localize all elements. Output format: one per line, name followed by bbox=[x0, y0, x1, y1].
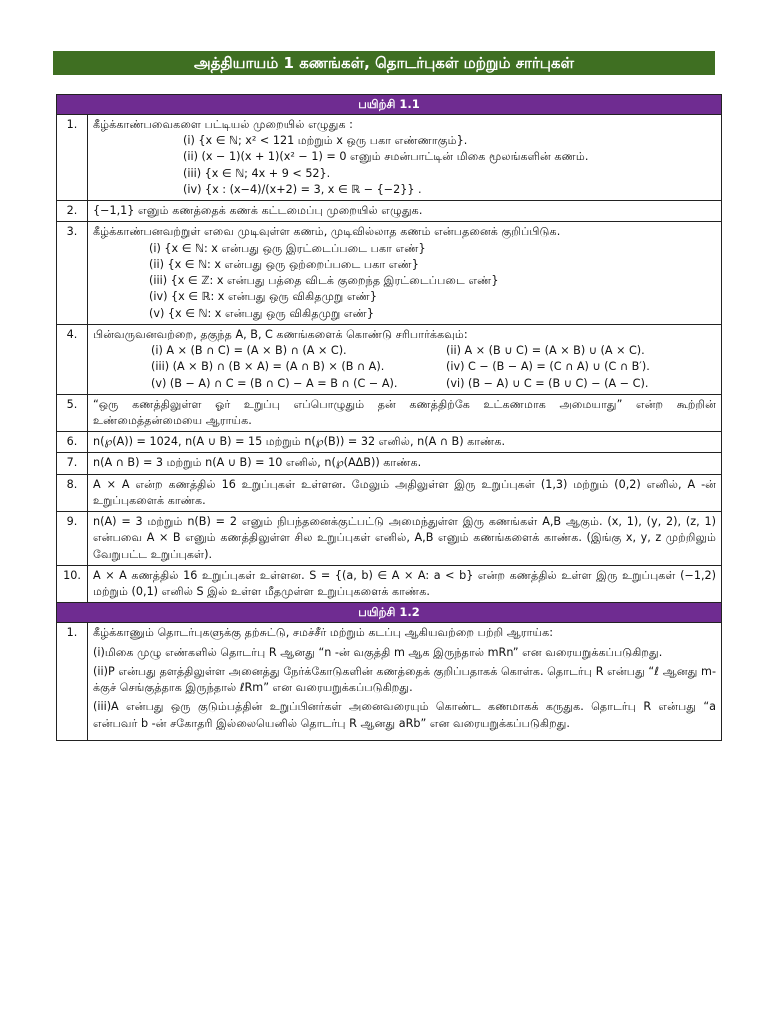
question-part: (v) {x ∈ ℕ: x என்பது ஒரு விகிதமுறு எண்} bbox=[149, 306, 375, 320]
question-text: கீழ்க்காணும் தொடர்புகளுக்கு தற்சுட்டு, சமச்சீர் மற்றும் கடப்பு ஆகியவற்றை பற்றி ஆராய்க: bbox=[93, 626, 554, 640]
section-header bbox=[57, 95, 722, 115]
table-row bbox=[57, 324, 722, 394]
question-number: 2. bbox=[57, 201, 88, 222]
question-part: (i) {x ∈ ℕ: x என்பது ஒரு இரட்டைப்படை பகா எண்} bbox=[149, 241, 426, 255]
section-title: பயிற்சி 1.2 bbox=[57, 603, 722, 623]
question-text: {−1,1} எனும் கணத்தைக் கணக் கட்டமைப்பு முறையில் எழுதுக. bbox=[88, 201, 722, 222]
question-number: 4. bbox=[57, 324, 88, 394]
question-part: (ii) A × (B ∪ C) = (A × B) ∪ (A × C). bbox=[446, 344, 645, 358]
question-part: (iv) {x : (x−4)/(x+2) = 3, x ∈ ℝ − {−2}} . bbox=[183, 182, 422, 196]
question-text: கீழ்க்காண்பவைகளை பட்டியல் முறையில் எழுதுக : bbox=[93, 118, 353, 131]
question-cell bbox=[88, 623, 722, 740]
question-text: கீழ்க்காண்பனவற்றுள் எவை முடிவுள்ள கணம், முடிவில்லாத கணம் என்பதனைக் குறிப்பிடுக. bbox=[93, 225, 561, 239]
table-row bbox=[57, 565, 722, 602]
section-header bbox=[57, 603, 722, 623]
table-row bbox=[57, 394, 722, 431]
question-text: n(A) = 3 மற்றும் n(B) = 2 எனும் நிபந்தனைக்குட்பட்டு அமைந்துள்ள இரு கணங்கள் A,B ஆகும். (x, 1), (y, 2), (z, 1) என்பவை A × B எனும் கணத்திலுள்ள சில உறுப்புகள் எனில், A,B எனும் கணங்களைக் காண்க. (இங்கு x, y, z முற்றிலும் வேறுபட்ட உறுப்புகள்). bbox=[88, 512, 722, 566]
table-row bbox=[57, 432, 722, 453]
question-part: (vi) (B − A) ∪ C = (B ∪ C) − (A − C). bbox=[446, 376, 649, 390]
question-text: n(A ∩ B) = 3 மற்றும் n(A ∪ B) = 10 எனில், n(℘(AΔB)) காண்க. bbox=[88, 453, 722, 474]
question-number: 5. bbox=[57, 394, 88, 431]
section-title: பயிற்சி 1.1 bbox=[57, 95, 722, 115]
question-text: “ஒரு கணத்திலுள்ள ஓர் உறுப்பு எப்பொழுதும் தன் கணத்திற்கே உட்கணமாக அமையாது” என்ற கூற்றின் உண்மைத்தன்மையை ஆராய்க. bbox=[88, 394, 722, 431]
question-number: 6. bbox=[57, 432, 88, 453]
question-part: (iv) C − (B − A) = (C ∩ A) ∪ (C ∩ B′). bbox=[446, 360, 650, 374]
table-row bbox=[57, 453, 722, 474]
question-number: 7. bbox=[57, 453, 88, 474]
question-part: (ii)P என்பது தளத்திலுள்ள அனைத்து நேர்க்கோடுகளின் கணத்தைக் குறிப்பதாகக் கொள்க. தொடர்பு R என்பது “ℓ ஆனது m-க்குச் செங்குத்தாக இருந்தால் ℓRm” என வரையறுக்கப்படுகிறது. bbox=[93, 664, 716, 695]
question-number: 8. bbox=[57, 474, 88, 511]
question-text: பின்வருவனவற்றை, தகுந்த A, B, C கணங்களைக் கொண்டு சரிபார்க்கவும்: bbox=[93, 327, 468, 341]
exercise-table bbox=[56, 94, 722, 741]
question-part: (iii) {x ∈ ℤ: x என்பது பத்தை விடக் குறைந்த இரட்டைப்படை எண்} bbox=[149, 274, 499, 288]
question-part: (iii) (A × B) ∩ (B × A) = (A ∩ B) × (B ∩ A). bbox=[151, 360, 385, 374]
question-number: 10. bbox=[57, 565, 88, 602]
question-part: (ii) {x ∈ ℕ: x என்பது ஒரு ஒற்றைப்படை பகா எண்} bbox=[149, 257, 419, 271]
question-part: (iii)A என்பது ஒரு குடும்பத்தின் உறுப்பினர்கள் அனைவரையும் கொண்ட கணமாகக் கருதுக. தொடர்பு R என்பது “a என்பவர் b -ன் சகோதரி இல்லையெனில் தொடர்பு R ஆனது aRb” என வரையறுக்கப்படுகிறது. bbox=[93, 700, 716, 730]
question-part: (v) (B − A) ∩ C = (B ∩ C) − A = B ∩ (C − A). bbox=[151, 376, 398, 390]
question-part: (iv) {x ∈ ℝ: x என்பது ஒரு விகிதமுறு எண்} bbox=[149, 290, 378, 304]
question-text: A × A என்ற கணத்தில் 16 உறுப்புகள் உள்ளன. மேலும் அதிலுள்ள இரு உறுப்புகள் (1,3) மற்றும் (0,2) எனில், A -ன் உறுப்புகளைக் காண்க. bbox=[88, 474, 722, 511]
table-row bbox=[57, 201, 722, 222]
identity-grid bbox=[93, 343, 716, 392]
question-cell bbox=[88, 222, 722, 324]
table-row bbox=[57, 222, 722, 324]
chapter-title: அத்தியாயம் 1 கணங்கள், தொடர்புகள் மற்றும் சார்புகள் bbox=[53, 51, 715, 75]
question-part: (i) A × (B ∩ C) = (A × B) ∩ (A × C). bbox=[151, 344, 347, 358]
question-text: A × A கணத்தில் 16 உறுப்புகள் உள்ளன. S = {(a, b) ∈ A × A: a < b} என்ற கணத்தில் உள்ள இரு உறுப்புகள் (−1,2) மற்றும் (0,1) எனில் S இல் உள்ள மீதமுள்ள உறுப்புகளைக் காண்க. bbox=[88, 565, 722, 602]
question-cell bbox=[88, 115, 722, 201]
question-number: 9. bbox=[57, 512, 88, 566]
question-text: n(℘(A)) = 1024, n(A ∪ B) = 15 மற்றும் n(℘(B)) = 32 எனில், n(A ∩ B) காண்க. bbox=[88, 432, 722, 453]
question-part: (i) {x ∈ ℕ; x² < 121 மற்றும் x ஒரு பகா எண்ணாகும்}. bbox=[183, 134, 468, 148]
table-row bbox=[57, 474, 722, 511]
table-row bbox=[57, 115, 722, 201]
question-part: (i)மிகை முழு எண்களில் தொடர்பு R ஆனது “n -ன் வகுத்தி m ஆக இருந்தால் mRn” என வரையறுக்கப்படுகிறது. bbox=[93, 645, 663, 659]
question-number: 1. bbox=[57, 623, 88, 740]
question-number: 3. bbox=[57, 222, 88, 324]
question-part: (ii) (x − 1)(x + 1)(x² − 1) = 0 எனும் சமன்பாட்டின் மிகை மூலங்களின் கணம். bbox=[183, 150, 589, 164]
question-cell bbox=[88, 324, 722, 394]
question-number: 1. bbox=[57, 115, 88, 201]
table-row bbox=[57, 512, 722, 566]
table-row bbox=[57, 623, 722, 740]
question-part: (iii) {x ∈ ℕ; 4x + 9 < 52}. bbox=[183, 166, 331, 180]
